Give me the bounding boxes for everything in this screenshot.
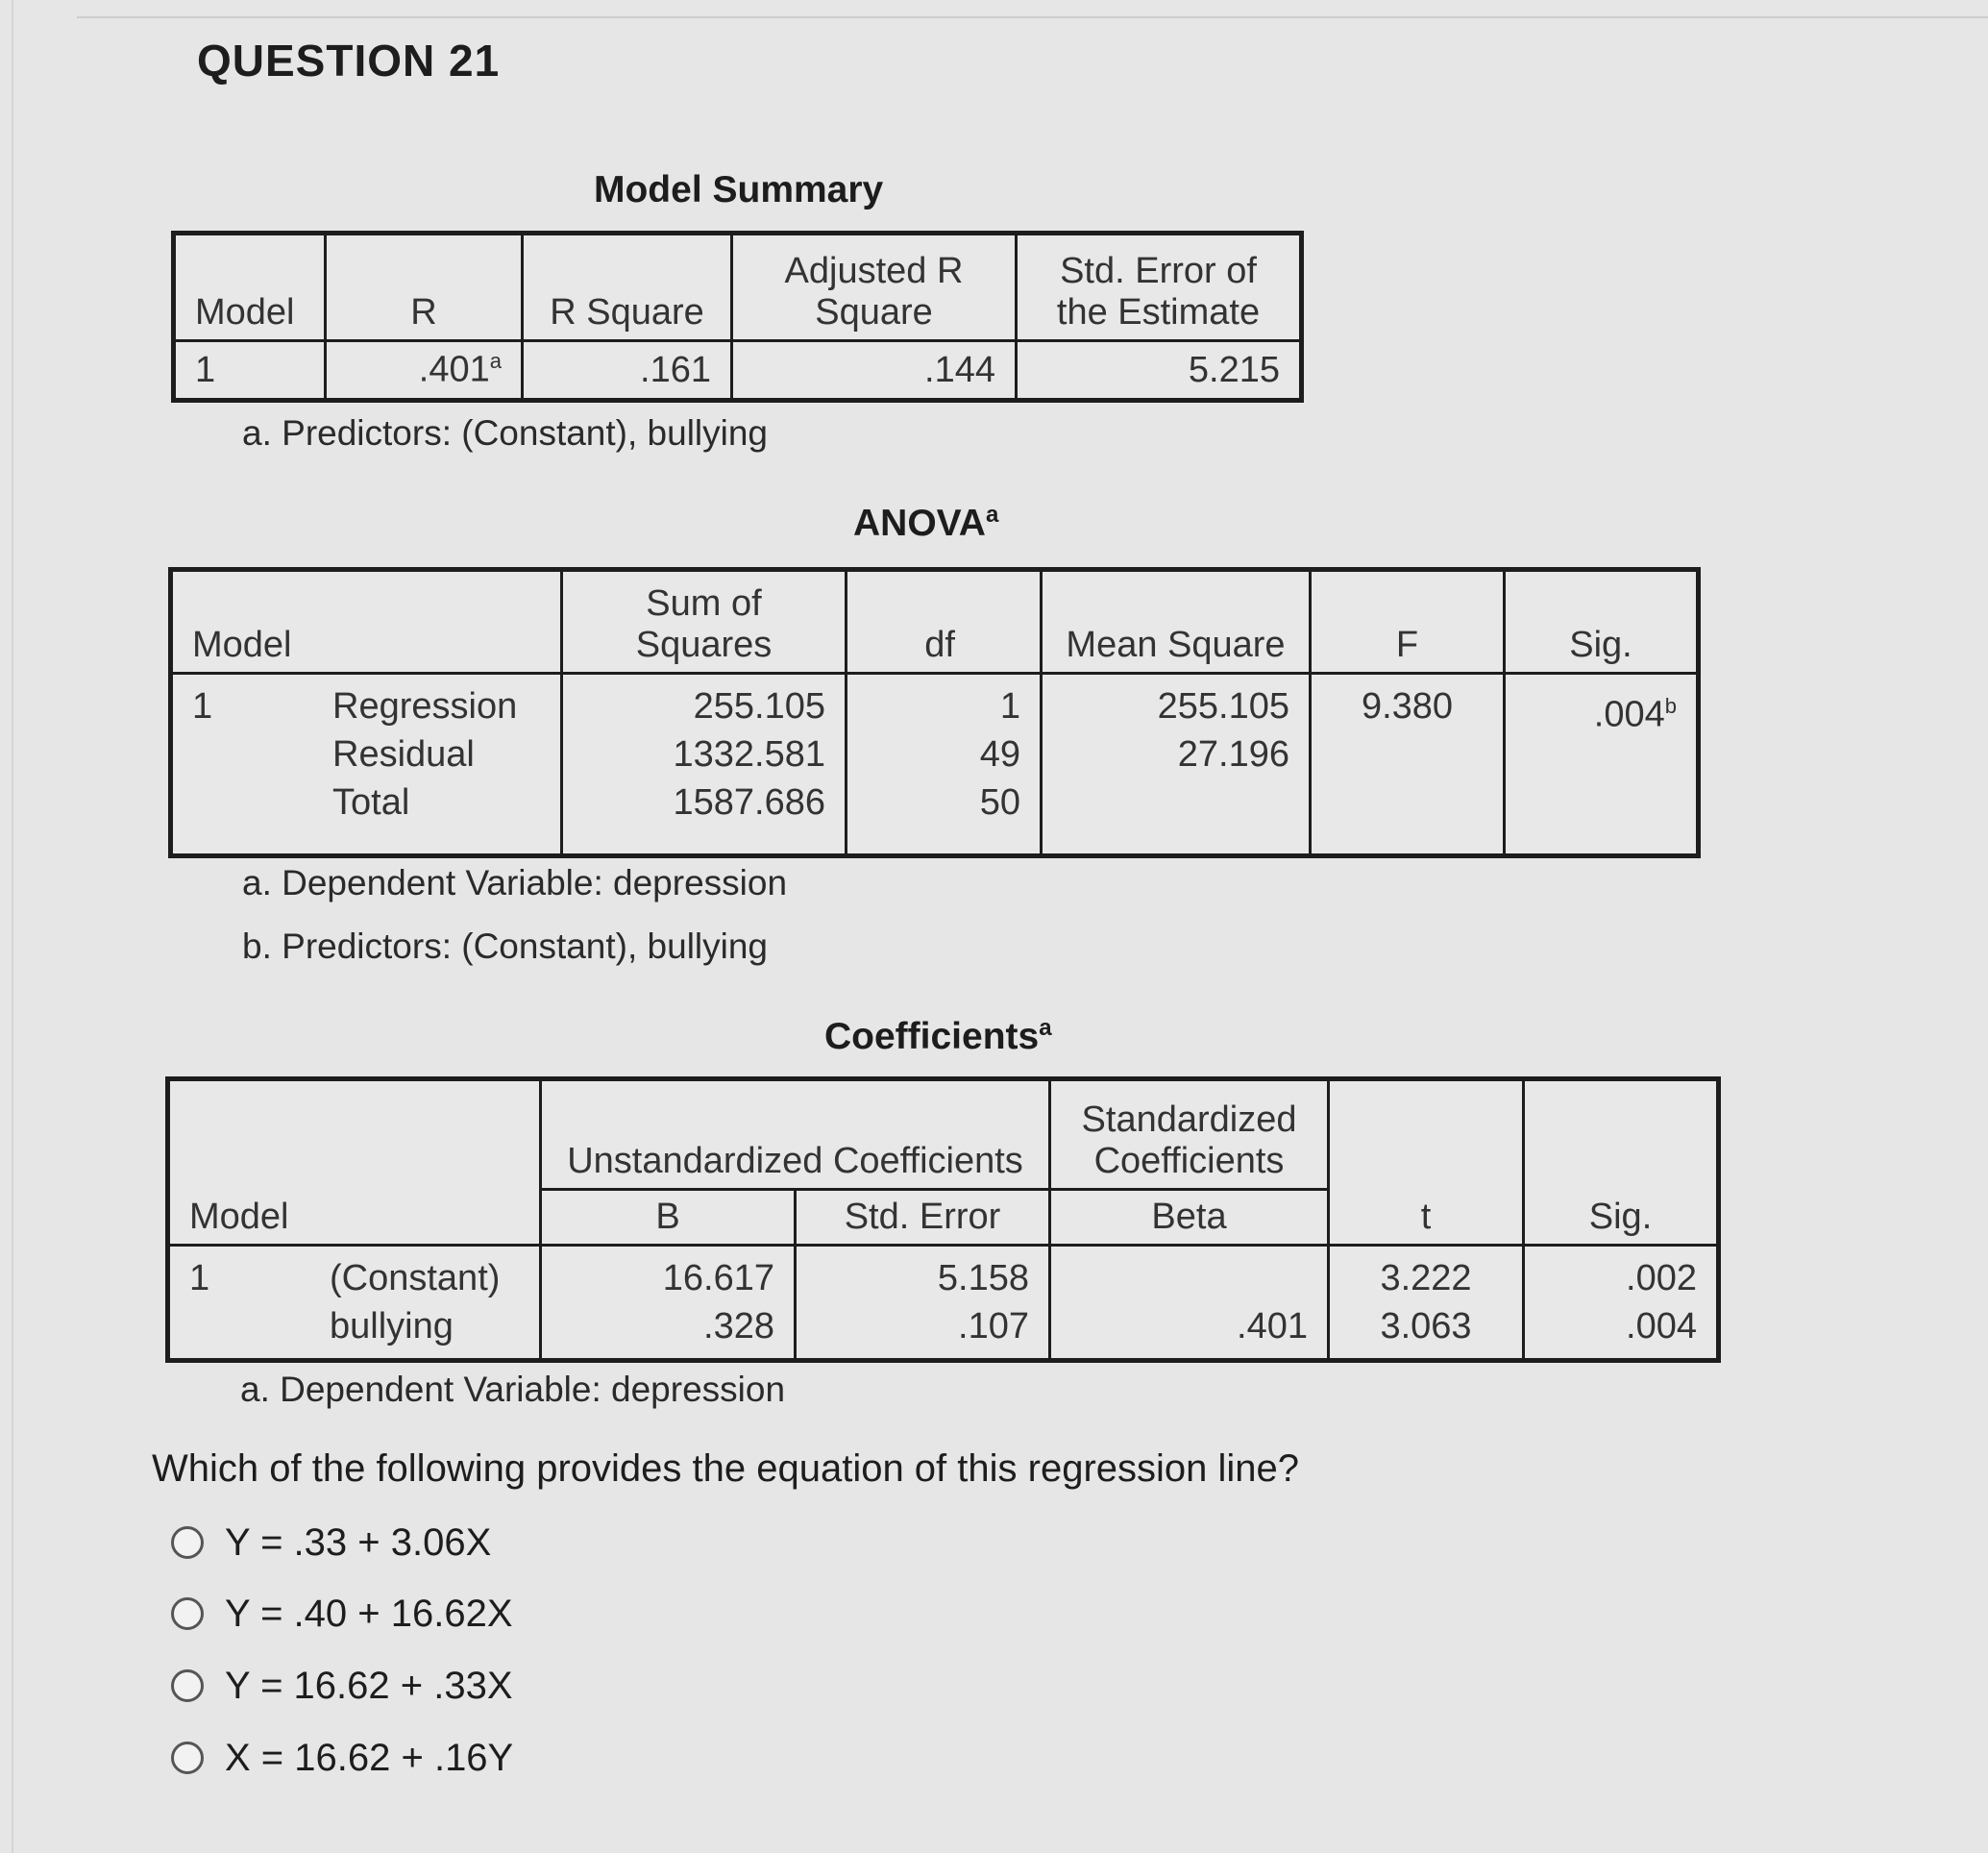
coefficients-table — [165, 1076, 1721, 1363]
radio-circle-icon[interactable] — [171, 1742, 204, 1774]
top-divider — [77, 16, 1988, 18]
radio-circle-icon[interactable] — [171, 1526, 204, 1559]
header-r-square: R Square — [523, 234, 732, 341]
anova-mean-square-values: 255.105 27.196 — [1042, 674, 1311, 856]
coef-std-error-values: 5.158 .107 — [796, 1246, 1050, 1361]
header-adjusted-r-square: Adjusted R Square — [732, 234, 1017, 341]
coef-b-values: 16.617 .328 — [541, 1246, 796, 1361]
anova-df-values: 1 49 50 — [847, 674, 1042, 856]
coef-label-bullying: bullying — [330, 1306, 454, 1347]
model-summary-table — [171, 231, 1304, 403]
anova-row-labels — [171, 674, 562, 856]
anova-footnote-a: a. Dependent Variable: depression — [242, 863, 788, 902]
coef-header-std-error: Std. Error — [796, 1190, 1050, 1246]
anova-sig-value: .004$^b$ — [1505, 674, 1699, 856]
answer-option-label: Y = .33 + 3.06X — [225, 1520, 492, 1564]
answer-option-label: Y = .40 + 16.62X — [225, 1592, 513, 1635]
anova-sum-of-squares-values: 255.105 1332.581 1587.686 — [562, 674, 847, 856]
answer-option-1[interactable] — [171, 1519, 491, 1567]
anova-header-sig: Sig. — [1505, 570, 1699, 674]
coef-label-constant: (Constant) — [330, 1258, 501, 1298]
anova-header-df: df — [847, 570, 1042, 674]
coefficients-header-row-1 — [168, 1079, 1719, 1190]
answer-option-3[interactable] — [171, 1662, 513, 1710]
answer-option-4[interactable] — [171, 1734, 513, 1782]
coef-header-standardized: Standardized Coefficients — [1050, 1079, 1329, 1190]
coef-sig-values: .002 .004 — [1524, 1246, 1719, 1361]
model-summary-title: Model Summary — [594, 169, 884, 210]
anova-label-residual: Residual — [332, 734, 475, 775]
coef-model-number: 1 — [189, 1258, 210, 1298]
anova-label-regression: Regression — [332, 686, 518, 727]
coef-header-b: B — [541, 1190, 796, 1246]
model-summary-footnote: a. Predictors: (Constant), bullying — [242, 413, 769, 453]
anova-header-sum-of-squares: Sum of Squares — [562, 570, 847, 674]
question-title: QUESTION 21 — [197, 36, 501, 86]
adjusted-r-square-value: .144 — [732, 341, 1017, 401]
anova-data-row — [171, 674, 1699, 856]
radio-circle-icon[interactable] — [171, 1597, 204, 1630]
coef-header-sig: Sig. — [1524, 1079, 1719, 1246]
model-summary-header-row — [174, 234, 1302, 341]
model-number: 1 — [174, 341, 326, 401]
anova-header-row — [171, 570, 1699, 674]
header-std-error: Std. Error of the Estimate — [1017, 234, 1302, 341]
anova-title: ANOVA$^a$ — [853, 502, 999, 544]
coef-beta-values: .401 — [1050, 1246, 1329, 1361]
coef-row-labels — [168, 1246, 541, 1361]
radio-circle-icon[interactable] — [171, 1669, 204, 1702]
std-error-value: 5.215 — [1017, 341, 1302, 401]
header-model: Model — [174, 234, 326, 341]
coef-header-model: Model — [168, 1079, 541, 1246]
anova-header-f: F — [1311, 570, 1505, 674]
left-divider — [12, 0, 13, 1853]
anova-header-model: Model — [171, 570, 562, 674]
anova-footnote-b: b. Predictors: (Constant), bullying — [242, 926, 769, 966]
question-text: Which of the following provides the equation of this regression line? — [152, 1447, 1300, 1490]
coef-header-unstandardized: Unstandardized Coefficients — [541, 1079, 1050, 1190]
anova-header-mean-square: Mean Square — [1042, 570, 1311, 674]
r-value: .401$^a$ — [326, 341, 523, 401]
r-square-value: .161 — [523, 341, 732, 401]
anova-label-total: Total — [332, 782, 410, 823]
anova-table — [168, 567, 1701, 858]
anova-f-value: 9.380 — [1311, 674, 1505, 856]
header-r: R — [326, 234, 523, 341]
anova-model-number: 1 — [192, 686, 213, 727]
coefficients-footnote: a. Dependent Variable: depression — [240, 1370, 786, 1409]
coef-t-values: 3.222 3.063 — [1329, 1246, 1524, 1361]
answer-option-label: X = 16.62 + .16Y — [225, 1736, 514, 1779]
coefficients-data-row — [168, 1246, 1719, 1361]
coef-header-beta: Beta — [1050, 1190, 1329, 1246]
coef-header-t: t — [1329, 1079, 1524, 1246]
answer-option-label: Y = 16.62 + .33X — [225, 1664, 513, 1707]
model-summary-data-row — [174, 341, 1302, 401]
answer-option-2[interactable] — [171, 1590, 513, 1638]
coefficients-title: Coefficients$^a$ — [824, 1015, 1052, 1057]
